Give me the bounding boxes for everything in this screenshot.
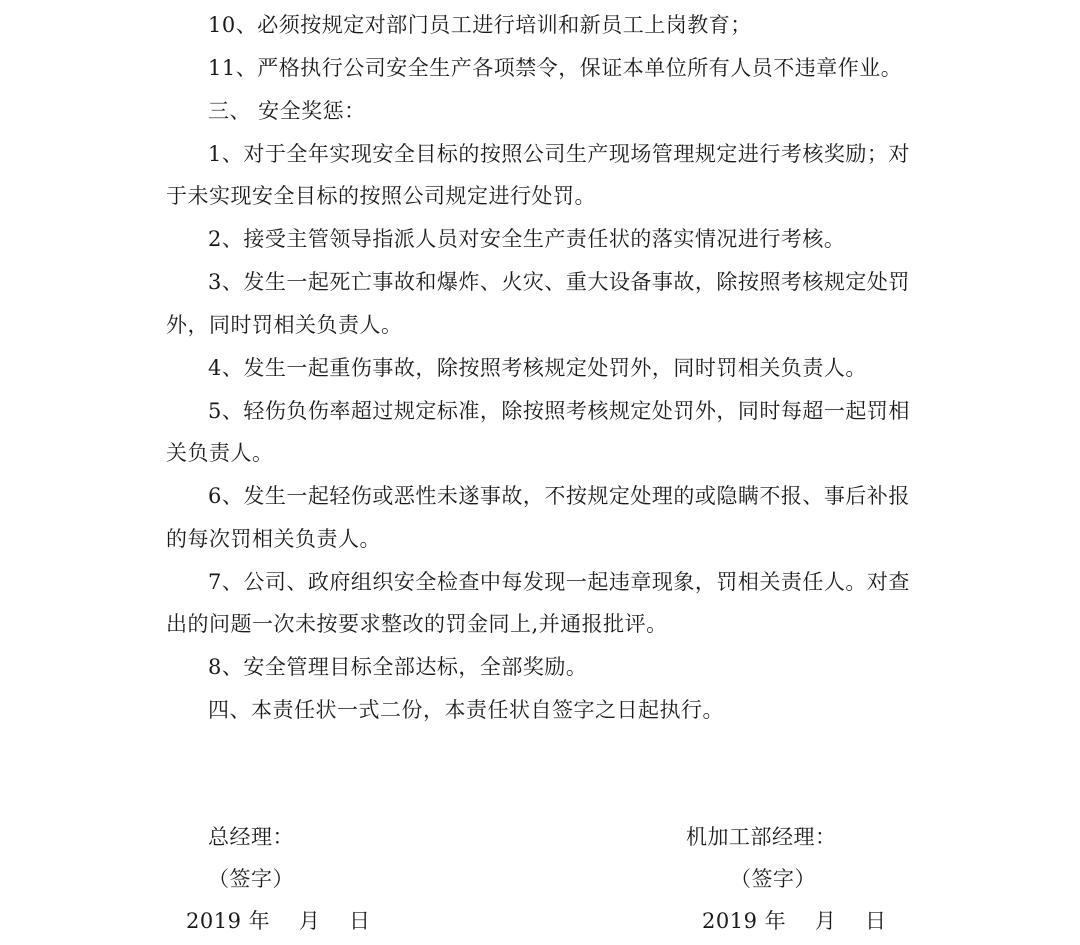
general-manager-date: 2019 年 月 日 <box>186 909 371 933</box>
section-heading-4: 四、本责任状一式二份，本责任状自签字之日起执行。 <box>208 698 724 722</box>
clause-5-line-2: 关负责人。 <box>166 441 274 465</box>
clause-2: 2、接受主管领导指派人员对安全生产责任状的落实情况进行考核。 <box>208 227 846 251</box>
clause-6-line-2: 的每次罚相关负责人。 <box>166 527 381 551</box>
clause-8: 8、安全管理目标全部达标，全部奖励。 <box>208 655 588 679</box>
clause-1-line-2: 于未实现安全目标的按照公司规定进行处罚。 <box>166 184 596 208</box>
clause-7-line-2: 出的问题一次未按要求整改的罚金同上,并通报批评。 <box>166 612 668 636</box>
general-manager-sign: （签字） <box>208 867 294 891</box>
clause-3-line-2: 外，同时罚相关负责人。 <box>166 313 403 337</box>
department-manager-date: 2019 年 月 日 <box>702 909 887 933</box>
clause-3-line-1: 3、发生一起死亡事故和爆炸、火灾、重大设备事故，除按照考核规定处罚 <box>208 270 910 294</box>
general-manager-label: 总经理： <box>208 825 294 849</box>
department-manager-label: 机加工部经理： <box>686 825 837 849</box>
clause-5-line-1: 5、轻伤负伤率超过规定标准，除按照考核规定处罚外，同时每超一起罚相 <box>208 399 910 423</box>
clause-1-line-1: 1、对于全年实现安全目标的按照公司生产现场管理规定进行考核奖励；对 <box>208 142 910 166</box>
department-manager-sign: （签字） <box>730 867 816 891</box>
clause-10: 10、必须按规定对部门员工进行培训和新员工上岗教育； <box>208 13 752 37</box>
clause-11: 11、严格执行公司安全生产各项禁令，保证本单位所有人员不违章作业。 <box>208 56 903 80</box>
section-heading-3: 三、 安全奖惩： <box>208 99 366 123</box>
clause-4: 4、发生一起重伤事故，除按照考核规定处罚外，同时罚相关负责人。 <box>208 356 867 380</box>
clause-6-line-1: 6、发生一起轻伤或恶性未遂事故，不按规定处理的或隐瞒不报、事后补报 <box>208 484 910 508</box>
clause-7-line-1: 7、公司、政府组织安全检查中每发现一起违章现象，罚相关责任人。对查 <box>208 570 910 594</box>
